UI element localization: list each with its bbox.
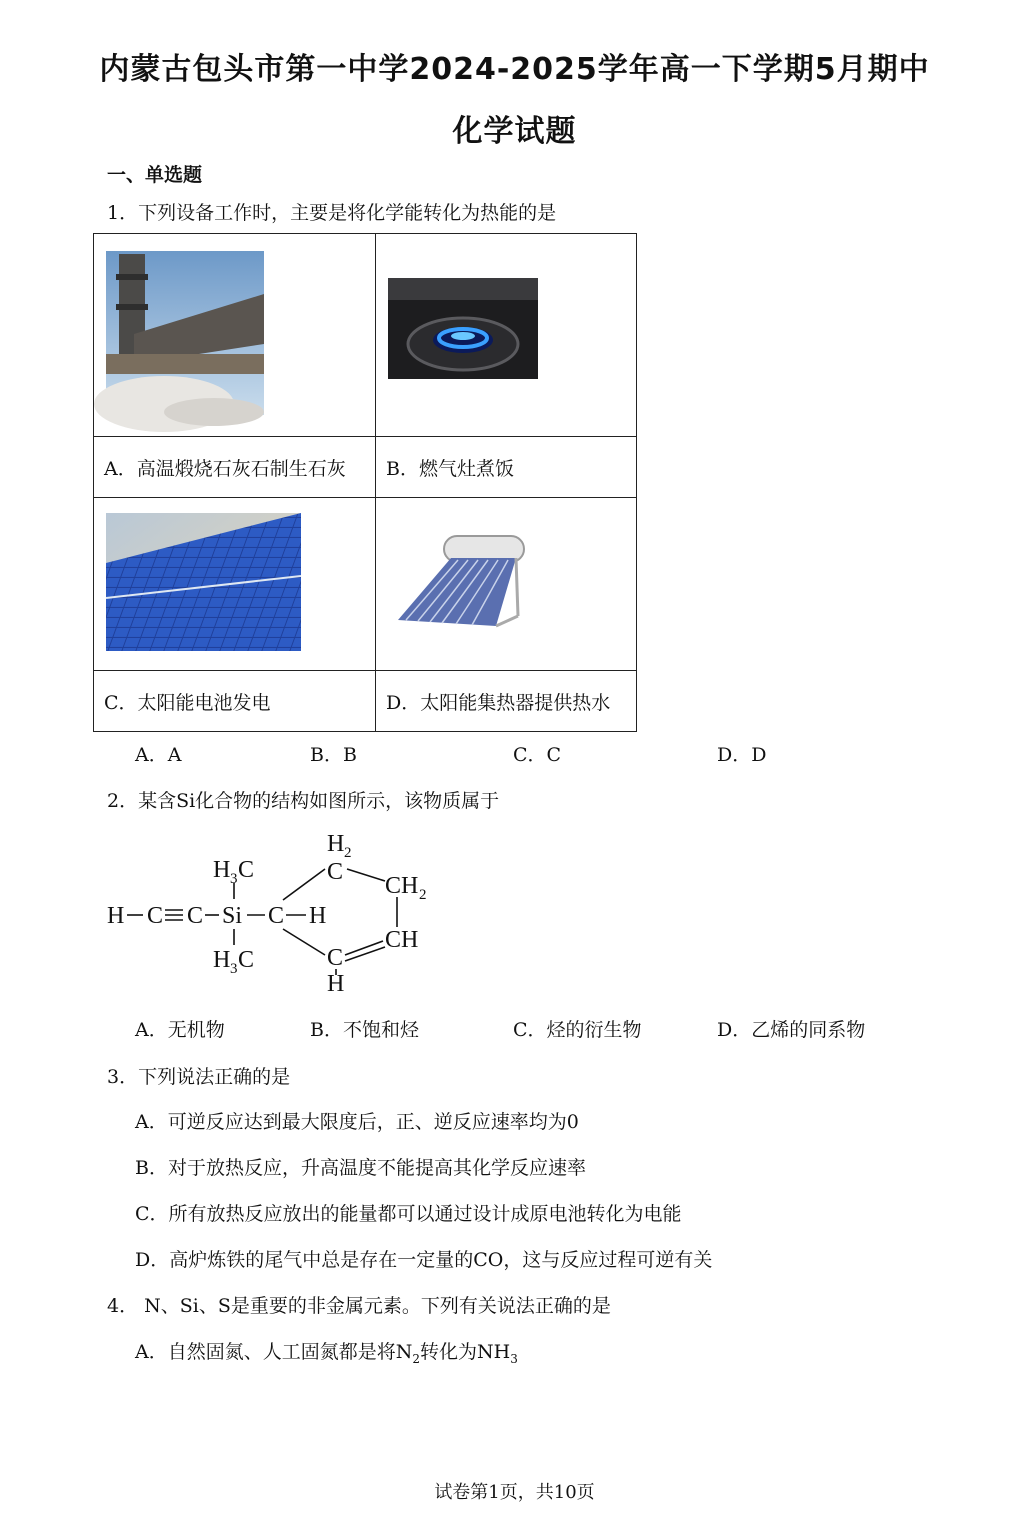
q1-cell-c-label: C．太阳能电池发电	[94, 671, 376, 732]
svg-text:2: 2	[344, 845, 352, 861]
svg-text:Si: Si	[222, 903, 243, 929]
gas-stove-photo	[376, 234, 636, 432]
q4-option-a[interactable]	[135, 1337, 518, 1366]
q2-option-b[interactable]: B．不饱和烃	[310, 1019, 419, 1041]
page-footer: 试卷第1页，共10页	[434, 1482, 595, 1503]
q4-option-a-text2: 转化为NH	[420, 1341, 511, 1363]
q2-stem: 2．某含Si化合物的结构如图所示，该物质属于	[107, 790, 500, 812]
section-heading: 一、单选题	[107, 164, 203, 186]
q4-option-a-sub2: 3	[510, 1351, 518, 1366]
q1-cell-a-label: A．高温煅烧石灰石制生石灰	[94, 437, 376, 498]
svg-text:C: C	[327, 945, 344, 971]
q1-option-b[interactable]: B．B	[310, 744, 357, 766]
lime-kiln-photo	[94, 234, 375, 432]
svg-text:CH: CH	[385, 927, 419, 953]
svg-text:C: C	[238, 947, 255, 973]
q4-option-a-text1: A．自然固氮、人工固氮都是将N	[135, 1341, 413, 1363]
q2-option-d[interactable]: D．乙烯的同系物	[717, 1019, 866, 1041]
svg-text:H: H	[107, 903, 125, 929]
svg-text:C: C	[187, 903, 204, 929]
q1-cell-a-image	[94, 234, 376, 437]
q1-cell-b-label: B．燃气灶煮饭	[376, 437, 637, 498]
q1-option-c[interactable]: C．C	[513, 744, 562, 766]
q3-option-c[interactable]: C．所有放热反应放出的能量都可以通过设计成原电池转化为电能	[135, 1203, 682, 1225]
svg-text:C: C	[147, 903, 164, 929]
solar-panel-photo	[94, 498, 375, 666]
q3-stem: 3．下列说法正确的是	[107, 1066, 291, 1088]
svg-text:C: C	[268, 903, 285, 929]
q2-option-c[interactable]: C．烃的衍生物	[513, 1019, 642, 1041]
q1-option-d[interactable]: D．D	[717, 744, 767, 766]
svg-text:H: H	[327, 971, 345, 997]
q4-option-a-sub1: 2	[412, 1351, 420, 1366]
svg-text:3: 3	[230, 961, 238, 977]
svg-text:H: H	[213, 857, 231, 883]
svg-text:H: H	[309, 903, 327, 929]
exam-title-line2: 化学试题	[452, 114, 577, 149]
svg-text:H: H	[213, 947, 231, 973]
q1-cell-d-image	[376, 498, 637, 671]
q1-image-table	[93, 233, 637, 732]
solar-water-heater-photo	[376, 498, 636, 666]
svg-text:CH: CH	[385, 873, 419, 899]
q1-cell-c-image	[94, 498, 376, 671]
q2-structure-diagram	[105, 825, 445, 1000]
q1-option-a[interactable]: A．A	[135, 744, 182, 766]
svg-text:3: 3	[230, 871, 238, 887]
q1-cell-b-image	[376, 234, 637, 437]
q1-cell-d-label: D．太阳能集热器提供热水	[376, 671, 637, 732]
svg-text:2: 2	[419, 887, 427, 903]
exam-title-line1: 内蒙古包头市第一中学2024-2025学年高一下学期5月期中	[99, 52, 930, 87]
svg-text:H: H	[327, 831, 345, 857]
q4-stem: 4． N、Si、S是重要的非金属元素。下列有关说法正确的是	[107, 1295, 611, 1317]
q3-option-b[interactable]: B．对于放热反应，升高温度不能提高其化学反应速率	[135, 1157, 586, 1179]
q3-option-d[interactable]: D．高炉炼铁的尾气中总是存在一定量的CO，这与反应过程可逆有关	[135, 1249, 713, 1271]
svg-text:C: C	[238, 857, 255, 883]
svg-text:C: C	[327, 859, 344, 885]
q1-stem: 1．下列设备工作时，主要是将化学能转化为热能的是	[107, 202, 557, 224]
q3-option-a[interactable]: A．可逆反应达到最大限度后，正、逆反应速率均为0	[135, 1111, 579, 1133]
q2-option-a[interactable]: A．无机物	[135, 1019, 225, 1041]
